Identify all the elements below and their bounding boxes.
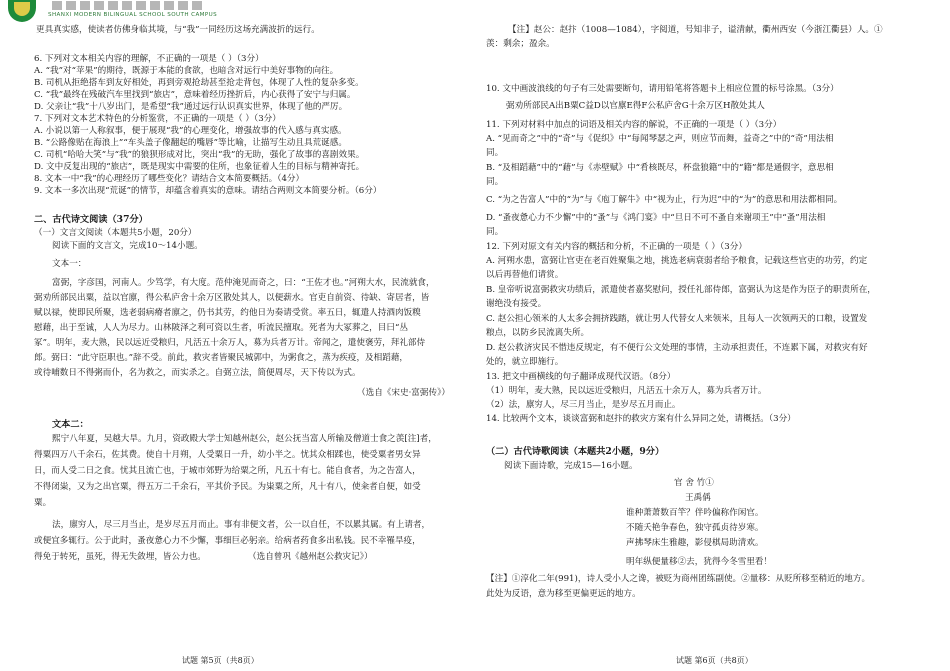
question-12: 12. 下列对原文有关内容的概括和分析，不正确的一项是（ ）（3分） — [486, 242, 747, 252]
q11-option-d-cont: 同。 — [486, 227, 504, 237]
text-1-title: 文本一： — [52, 259, 87, 269]
q12-option-d-cont: 处的，就立即施行。 — [486, 357, 564, 367]
poem-line: 不随夭艳争春色，独守孤贞待岁寒。 — [626, 523, 764, 533]
q12-option-b: B. 皇帝听说富弼救灾功绩后，派遣使者嘉奖慰问，授任礼部侍郎，富弼认为这是作为臣子的职责所在， — [486, 285, 876, 295]
q13-part-1: （1）明年，麦大熟，民以远近受粮归，凡活五十余万人，募为兵者万计。 — [486, 386, 767, 396]
q11-option-a-cont: 同。 — [486, 148, 504, 158]
q12-option-c-cont: 粮点，以防乡民流离失所。 — [486, 328, 590, 338]
text-2-line: 日，而人受二日之食。忧其且流亡也，于城市郊野为给粟之所，凡五十有七。能自食者，为之告富人， — [34, 466, 421, 476]
question-10: 10. 文中画波浪线的句子有三处需要断句，请用铅笔将答题卡上相应位置的标号涂黑。（3分） — [486, 84, 839, 94]
poem-line: 谁种萧萧数百竿？伴吟偏称作闲官。 — [626, 508, 764, 518]
q12-option-a-cont: 以后再替他们请赏。 — [486, 270, 564, 280]
text-2-line: 得免于转死，虽死，得无失敛埋，皆公力也。 — [34, 552, 206, 562]
question-8: 8. 文本一中“我”的心理经历了哪些变化？请结合文本简要概括。（4分） — [34, 174, 305, 184]
q12-option-c: C. 赵公担心领米的人太多会拥挤践踏，就让男人代替女人来领米，且每人一次领两天的口粮，设置发 — [486, 314, 868, 324]
poem-line: 明年纵便量移②去，犹得今冬雪里看！ — [626, 557, 773, 567]
subsection-2-heading: （二）古代诗歌阅读（本题共2小题，9分） — [486, 446, 665, 457]
q6-option-c: C. “我”最终在残破汽车里找到“旅店”，意味着经历挫折后，内心获得了安宁与归属。 — [34, 90, 356, 100]
q12-option-d: D. 赵公救济灾民不惜违反规定，有不便行公文处理的事情，主动承担责任，不连累下属，对救灾有好 — [486, 343, 868, 353]
q11-option-c: C. “为之告富人”中的“为”与《庖丁解牛》中“视为止，行为迟”中的“为”的意思和用法都相同。 — [486, 195, 843, 205]
q12-option-a: A. 河朔水患，富弼让官吏在老百姓聚集之地，挑选老病衰弱者给予粮食，记载这些官吏的功劳，约定 — [486, 256, 868, 266]
right-page — [478, 0, 950, 671]
passage-tail: 更具真实感，使读者仿佛身临其境，与“我”一同经历这场充满波折的远行。 — [36, 25, 320, 35]
section-2-heading: 二、古代诗文阅读（37分） — [34, 214, 148, 225]
school-name-en: SHANXI MODERN BILINGUAL SCHOOL SOUTH CAMPUS — [48, 12, 218, 18]
annotation-note: 羡：剩余；盈余。 — [486, 39, 555, 49]
q7-option-b: B. “公路像贴在海浪上”“车头盖子像翻起的嘴唇”等比喻，让描写生动且具荒诞感。 — [34, 138, 347, 148]
text-2-line: 粟。 — [34, 498, 52, 508]
text-2-line: 得粟四万八千余石，佐其费。使自十月朔，人受粟日一升，幼小半之。忧其众相蹂也，使受粟者男女异 — [34, 450, 421, 460]
question-7: 7. 下列对文本艺术特色的分析鉴赏，不正确的一项是（ ）（3分） — [34, 114, 281, 124]
q13-part-2: （2）法，廪穷人，尽三月当止，是岁尽五月而止。 — [486, 400, 681, 410]
subsection-1-heading: （一）文言文阅读（本题共5小题，20分） — [34, 228, 197, 238]
text-1-source: （选自《宋史·富弼传》） — [357, 388, 450, 398]
text-1-line: 慰藉，出于至诚，人人为尽力。山林陂泽之利可资以生者，听流民擅取。死者为大冢葬之，目曰“丛 — [34, 323, 408, 333]
text-2-line: 不得闭粜，又为之出官粟，得五万二千余石，平其价予民。为粜粟之所，凡十有八，使籴者自便，如受 — [34, 482, 421, 492]
poem-author: 王禹偁 — [685, 493, 711, 503]
q11-option-b-cont: 同。 — [486, 177, 504, 187]
poem-title: 官 舍 竹① — [674, 478, 714, 488]
page-footer-right: 试题 第6页（共8页） — [676, 656, 753, 665]
text-1-line: 或待哺数日不得粥而仆，名为救之，而实杀之。自弼立法，简便周尽，天下传以为式。 — [34, 368, 361, 378]
school-name-cn — [52, 1, 204, 10]
text-1-line: 富弼，字彦国，河南人。少笃学，有大度。范仲淹见而奇之，曰：“王佐才也。”河朔大水，民流就食， — [52, 278, 435, 288]
text-2-source: （选自曾巩《越州赵公救灾记》） — [248, 552, 373, 562]
poem-line: 声拂琴床生雅趣，影侵棋局助清欢。 — [626, 538, 764, 548]
q6-option-a: A. “我”对“苹果”的期待，既源于本能的食欲，也暗含对远行中美好事物的向往。 — [34, 66, 339, 76]
text-1-line: 郎。弼曰：“此守臣职也。”辞不受。前此，救灾者皆聚民城郭中，为粥食之，蒸为疾疫，及相蹈藉， — [34, 353, 409, 363]
school-logo-icon — [8, 0, 36, 22]
subsection-1-intro: 阅读下面的文言文，完成10～14小题。 — [52, 241, 203, 251]
text-2-line: 或便宜多辄行。公于此时，蚤夜惫心力不少懈，事细巨必躬亲。给病者药食多出私钱。民不幸罹旱疫， — [34, 536, 421, 546]
question-9: 9. 文本一多次出现“荒诞”的情节，却蕴含着真实的意味。请结合两则文本简要分析。（6分） — [34, 186, 382, 196]
q11-option-b: B. “及相蹈藉”中的“藉”与《赤壁赋》中“肴核既尽，杯盘狼籍”中的“籍”都是通假字，意思相 — [486, 163, 834, 173]
q7-option-c: C. 司机“哈哈大笑”与“我”的狼狈形成对比，突出“我”的无助，强化了故事的喜剧效果。 — [34, 150, 365, 160]
q11-option-a: A. “见而奇之”中的“奇”与《促织》中“每闻琴瑟之声，则应节而舞，益奇之”中的“奇”用法相 — [486, 134, 834, 144]
q12-option-b-cont: 谢绝没有接受。 — [486, 299, 547, 309]
question-6: 6. 下列对文本相关内容的理解，不正确的一项是（ ）（3分） — [34, 54, 264, 64]
left-page — [0, 0, 470, 671]
question-11: 11. 下列对材料中加点的词语及相关内容的解说，不正确的一项是（ ）（3分） — [486, 120, 782, 130]
text-1-line: 赋以禄，使即民所聚，选老弱病瘠者廪之，仍书其劳，约他日为奏请受赏。率五日，辄遣人持酒肉饭糗 — [34, 308, 421, 318]
text-1-line: 冢”。明年，麦大熟，民以远近受粮归，凡活五十余万人，募为兵者万计。帝闻之，遣使褒劳，拜礼部侍 — [34, 338, 426, 348]
q10-sentence: 弼劝所部民A出B粟C益D以官廪E得F公私庐舍G十余万区H散处其人 — [506, 101, 765, 111]
text-2-line: 熙宁八年夏，吴越大旱。九月，资政殿大学士知越州赵公，赵公抚当富人所输及僧道士食之羡[注]者， — [52, 434, 437, 444]
page-footer-left: 试题 第5页（共8页） — [182, 656, 259, 665]
poem-annotation: 【注】①淳化二年(991)，诗人受小人之谗，被贬为商州团练副使。②量移：从贬所移至稍近的地方。 — [486, 574, 871, 584]
text-2-title: 文本二： — [52, 419, 89, 430]
question-14: 14. 比较两个文本，谈谈富弼和赵抃的救灾方案有什么异同之处，请概括。（3分） — [486, 414, 796, 424]
question-13: 13. 把文中画横线的句子翻译成现代汉语。（8分） — [486, 372, 676, 382]
q6-option-d: D. 父亲让“我”十八岁出门，是希望“我”通过远行认识真实世界，体现了他的严厉。 — [34, 102, 348, 112]
q7-option-a: A. 小说以第一人称叙事，便于展现“我”的心理变化，增强故事的代入感与真实感。 — [34, 126, 347, 136]
q6-option-b: B. 司机从拒绝搭车到友好相处，再到旁观抢劫甚至抢走背包，体现了人性的复杂多变。 — [34, 78, 364, 88]
subsection-2-intro: 阅读下面诗歌，完成15—16小题。 — [504, 461, 638, 471]
q7-option-d: D. 文中反复出现的“旅店”，既是现实中需要的住所，也象征着人生的目标与精神寄托。 — [34, 162, 365, 172]
annotation-note: 【注】赵公：赵抃（1008—1084），字阅道，号知非子，谥清献，衢州西安（今浙江衢县）人。① — [508, 25, 883, 35]
text-1-line: 弼劝所部民出粟，益以官廪，得公私庐舍十余万区散处其人，以便薪水。官吏自前资、待缺、寄居者，皆 — [34, 293, 430, 303]
poem-annotation-cont: 此处为反语，意为移至更偏更远的地方。 — [486, 589, 641, 599]
text-2-line: 法，廪穷人，尽三月当止，是岁尽五月而止。事有非便文者，公一以自任，不以累其属。有上请者， — [52, 520, 431, 530]
q11-option-d: D. “蚤夜惫心力不少懈”中的“蚤”与《鸿门宴》中“旦日不可不蚤自来谢项王”中“蚤”用法相 — [486, 213, 826, 223]
